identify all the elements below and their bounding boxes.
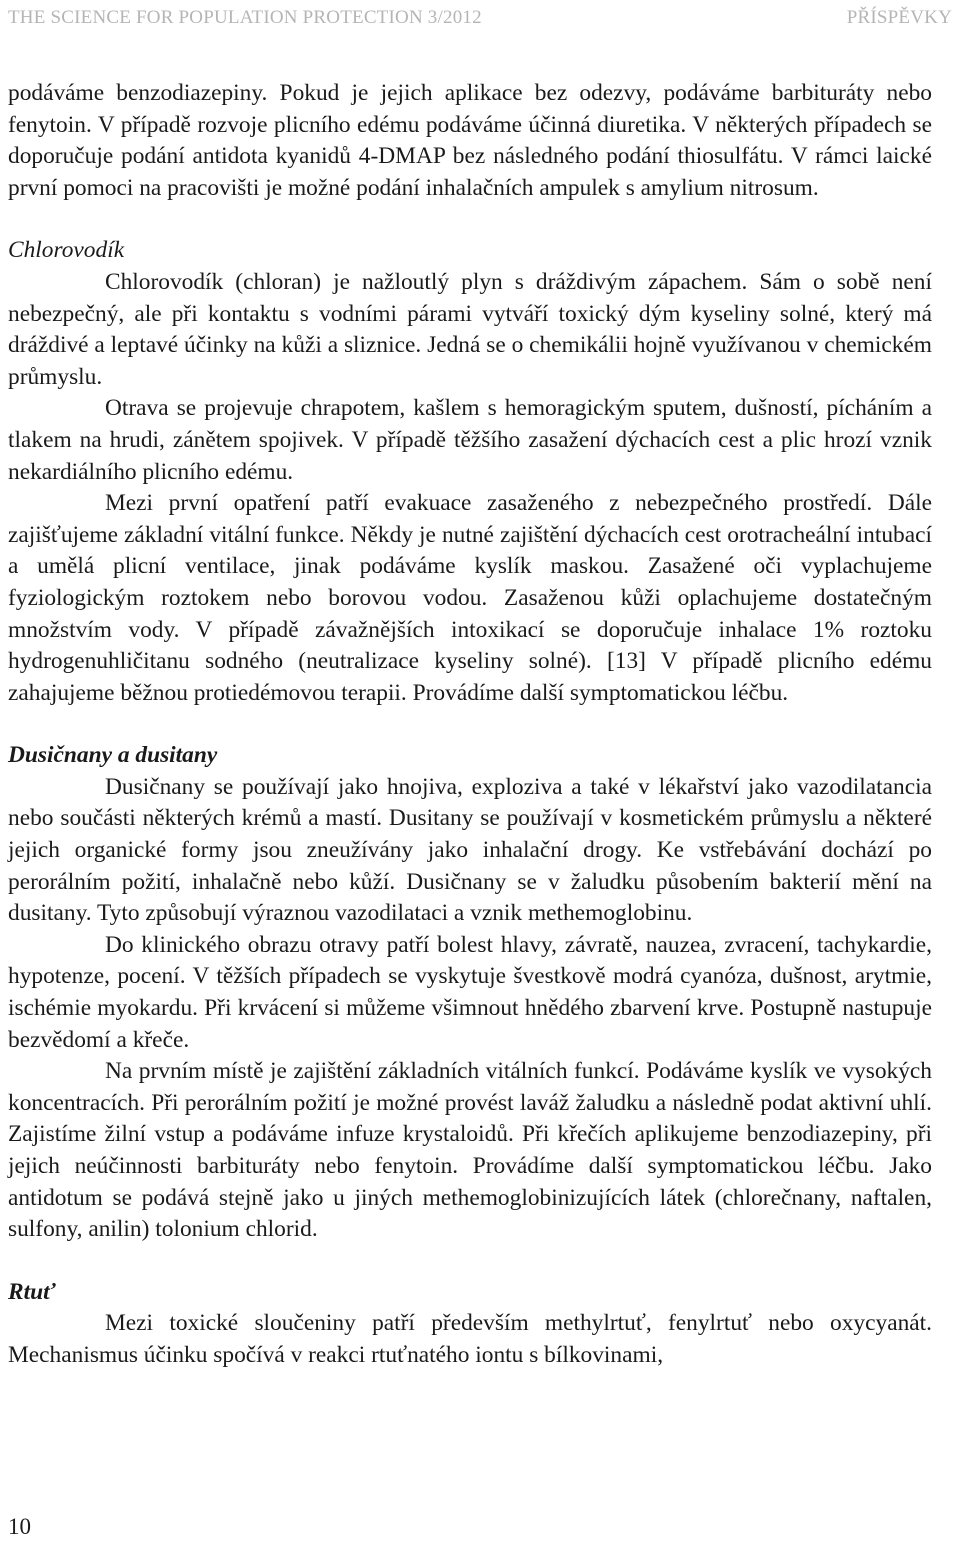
page-number: 10 — [8, 1514, 31, 1539]
dusicnany-paragraph-1: Dusičnany se používají jako hnojiva, exploziva a také v lékařství jako vazodilatancia nebo součásti některých krémů a mastí. Dusitany se používají v kosmetickém průmyslu a některé jejich organické formy jsou zneužívány jako inhalační drogy. Ke vstřebávání dochází po perorálním požití, inhalačně nebo kůží. Dusičnany se v žaludku působením bakterií mění na dusitany. Tyto způsobují výraznou vazodilataci a vznik methemoglobinu. — [8, 773, 932, 927]
heading-dusicnany: Dusičnany a dusitany — [8, 742, 218, 769]
journal-title: THE SCIENCE FOR POPULATION PROTECTION 3/2012 — [8, 7, 482, 28]
heading-rtut: Rtuť — [8, 1278, 56, 1305]
chlorovodik-paragraph-1: Chlorovodík (chloran) je nažloutlý plyn s dráždivým zápachem. Sám o sobě není nebezpečný, ale při kontaktu s vodními párami vytváří toxický dým kyseliny solné, který má dráždivé a leptavé účinky na kůži a sliznice. Jedná se o chemikálii hojně využívanou v chemickém průmyslu. — [8, 268, 932, 390]
dusicnany-paragraph-3: Na prvním místě je zajištění základních vitálních funkcí. Podáváme kyslík ve vysokých koncentracích. Při perorálním požití je možné provést laváž žaludku a následně podat aktivní uhlí. Zajistíme žilní vstup a podáváme infuze krystaloidů. Při křečích aplikujeme benzodiazepiny, při jejich neúčinnosti barbituráty nebo fenytoin. Provádíme další symptomatickou léčbu. Jako antidotum se podává stejně jako u jiných methemoglobinizujících látek (chlorečnany, naftalen, sulfony, anilin) tolonium chlorid. — [8, 1058, 932, 1243]
page-body — [8, 78, 932, 1372]
running-header — [8, 4, 952, 32]
dusicnany-paragraph-2: Do klinického obrazu otravy patří bolest hlavy, závratě, nauzea, zvracení, tachykardie, hypotenze, pocení. V těžších případech se vyskytuje švestkově modrá cyanóza, dušnost, arytmie, ischémie myokardu. Při krvácení si můžeme všimnout hnědého zbarvení krve. Postupně nastupuje bezvědomí a křeče. — [8, 931, 932, 1053]
rtut-paragraph-1: Mezi toxické sloučeniny patří především methylrtuť, fenylrtuť nebo oxycyanát. Mechanismus účinku spočívá v reakci rtuťnatého iontu s bílkovinami, — [8, 1310, 932, 1368]
heading-chlorovodik: Chlorovodík — [8, 237, 125, 264]
intro-paragraph: podáváme benzodiazepiny. Pokud je jejich aplikace bez odezvy, podáváme barbituráty nebo fenytoin. V případě rozvoje plicního edému podáváme účinná diuretika. V některých případech se doporučuje podání antidota kyanidů 4-DMAP bez následného podání thiosulfátu. V rámci laické první pomoci na pracovišti je možné podání inhalačních ampulek s amylium nitrosum. — [8, 80, 932, 201]
chlorovodik-paragraph-2: Otrava se projevuje chrapotem, kašlem s hemoragickým sputem, dušností, pícháním a tlakem na hrudi, zánětem spojivek. V případě těžšího zasažení dýchacích cest a plic hrozí vznik nekardiálního plicního edému. — [8, 395, 932, 485]
chlorovodik-paragraph-3: Mezi první opatření patří evakuace zasaženého z nebezpečného prostředí. Dále zajišťujeme základní vitální funkce. Někdy je nutné zajištění dýchacích cest orotracheální intubací a umělá plicní ventilace, jinak podáváme kyslík maskou. Zasažené oči vyplachujeme fyziologickým roztokem nebo borovou vodou. Zasaženou kůži oplachujeme dostatečným množstvím vody. V případě závažnějších intoxikací se doporučuje inhalace 1% roztoku hydrogenuhličitanu sodného (neutralizace kyseliny solné). [13] V případě plicního edému zahajujeme běžnou protiedémovou terapii. Provádíme další symptomatickou léčbu. — [8, 490, 932, 706]
section-label: PŘÍSPĚVKY — [846, 7, 952, 28]
